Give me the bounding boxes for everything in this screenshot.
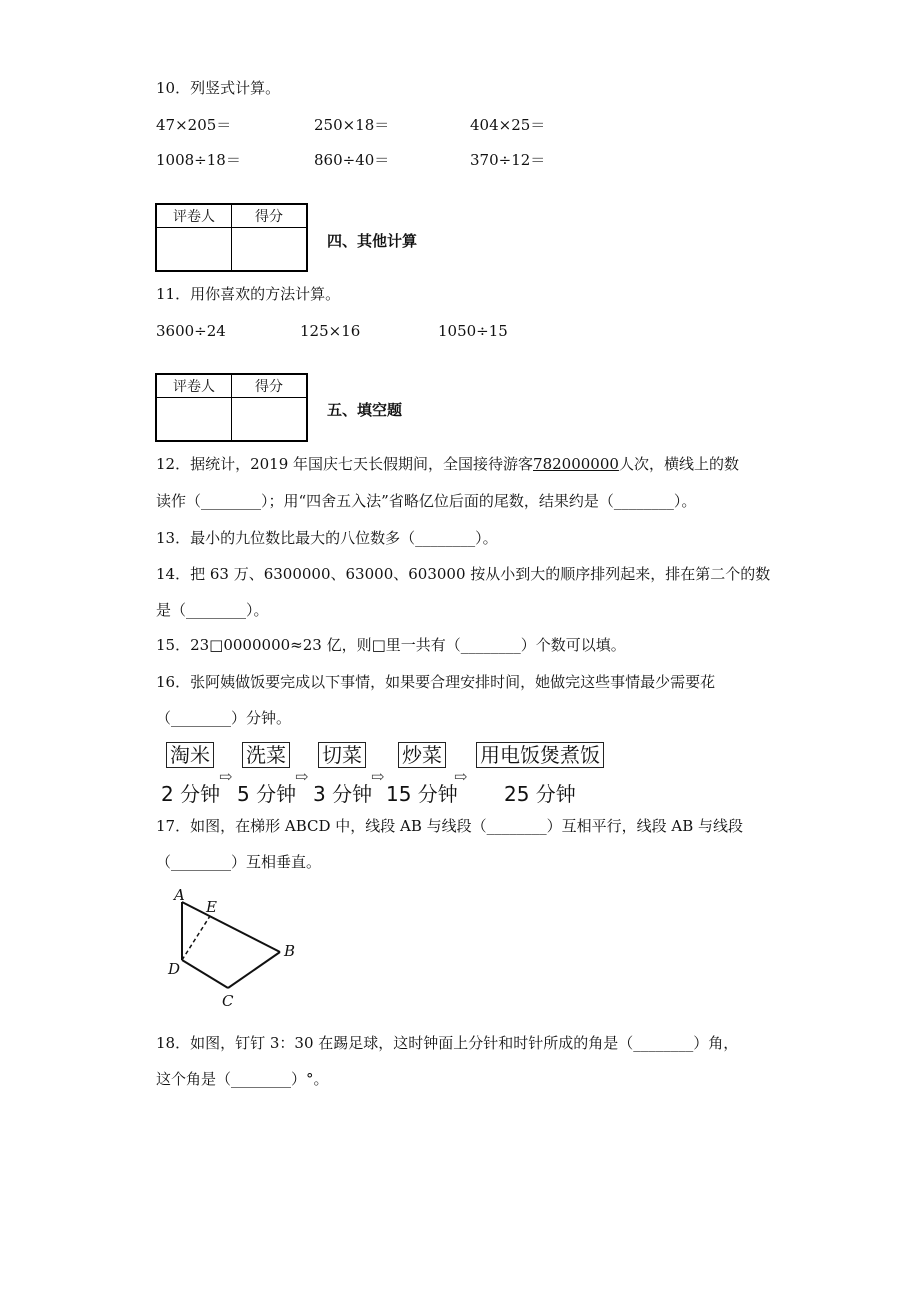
step-3-time: 3 分钟 [313, 782, 373, 806]
step-1-time: 2 分钟 [161, 782, 221, 806]
q12-number: 782000000 [533, 455, 619, 473]
arrow-icon: ⇨ [219, 767, 233, 786]
step-5-task: 用电饭煲煮饭 [476, 742, 604, 768]
q12-text-a: 12．据统计，2019 年国庆七天长假期间，全国接待游客 [156, 455, 534, 473]
q10-item-2: 250×18＝ [314, 116, 390, 134]
arrow-icon: ⇨ [295, 767, 309, 786]
step-3 [313, 742, 373, 806]
q18-line-1: 18．如图，钉钉 3：30 在踢足球，这时钟面上分针和时针所成的角是（________）角， [156, 1034, 739, 1052]
segment-bc [228, 952, 280, 988]
q16-line-2: （________）分钟。 [156, 709, 292, 727]
q17-line-1: 17．如图，在梯形 ABCD 中，线段 AB 与线段（________）互相平行，线段 AB 与线段 [156, 817, 744, 835]
segment-cd [182, 960, 228, 988]
step-5 [476, 742, 604, 806]
step-1 [161, 742, 221, 806]
score-cell[interactable] [232, 398, 308, 442]
q11-title: 11．用你喜欢的方法计算。 [156, 285, 341, 303]
step-2-task: 洗菜 [242, 742, 290, 768]
step-5-time: 25 分钟 [504, 782, 576, 806]
trapezoid-figure [160, 884, 310, 1014]
segment-de-dashed [182, 916, 210, 960]
grader-cell[interactable] [156, 228, 232, 272]
q14-line-1: 14．把 63 万、6300000、63000、603000 按从小到大的顺序排列起来，排在第二个的数 [156, 565, 771, 583]
q14-line-2: 是（________）。 [156, 601, 269, 619]
score-table-5 [155, 373, 308, 442]
label-c: C [222, 992, 234, 1010]
segment-ab [182, 902, 280, 952]
grader-header: 评卷人 [156, 204, 232, 228]
label-a: A [174, 886, 185, 904]
q13-text: 13．最小的九位数比最大的八位数多（________）。 [156, 529, 498, 547]
step-2-time: 5 分钟 [237, 782, 297, 806]
cooking-flowchart [158, 742, 608, 806]
step-4-time: 15 分钟 [386, 782, 458, 806]
q18-line-2: 这个角是（________）°。 [156, 1070, 329, 1088]
arrow-icon: ⇨ [454, 767, 468, 786]
step-4-task: 炒菜 [398, 742, 446, 768]
q10-item-6: 370÷12＝ [470, 151, 546, 169]
arrow-icon: ⇨ [371, 767, 385, 786]
score-cell[interactable] [232, 228, 308, 272]
step-3-task: 切菜 [318, 742, 366, 768]
q11-item-2: 125×16 [300, 322, 361, 340]
q10-item-3: 404×25＝ [470, 116, 546, 134]
grader-header: 评卷人 [156, 374, 232, 398]
label-d: D [168, 960, 181, 978]
label-b: B [284, 942, 296, 960]
q12-line-2: 读作（________）；用“四舍五入法”省略亿位后面的尾数，结果约是（________）。 [156, 492, 697, 510]
q11-item-3: 1050÷15 [438, 322, 508, 340]
q10-item-5: 860÷40＝ [314, 151, 390, 169]
q16-line-1: 16．张阿姨做饭要完成以下事情，如果要合理安排时间，她做完这些事情最少需要花 [156, 673, 716, 691]
q10-item-1: 47×205＝ [156, 116, 232, 134]
step-2 [237, 742, 297, 806]
label-e: E [206, 898, 217, 916]
q11-item-1: 3600÷24 [156, 322, 226, 340]
step-1-task: 淘米 [166, 742, 214, 768]
q17-line-2: （________）互相垂直。 [156, 853, 322, 871]
grader-cell[interactable] [156, 398, 232, 442]
step-4 [386, 742, 458, 806]
score-header: 得分 [232, 204, 308, 228]
q10-title: 10．列竖式计算。 [156, 79, 281, 97]
q15-text: 15．23□0000000≈23 亿，则□里一共有（________）个数可以填。 [156, 636, 626, 654]
section-4-title: 四、其他计算 [327, 232, 418, 250]
score-header: 得分 [232, 374, 308, 398]
score-table-4 [155, 203, 308, 272]
q12-line-1 [156, 453, 739, 475]
q12-text-b: 人次，横线上的数 [618, 455, 739, 473]
section-5-title: 五、填空题 [327, 401, 403, 419]
q10-item-4: 1008÷18＝ [156, 151, 241, 169]
